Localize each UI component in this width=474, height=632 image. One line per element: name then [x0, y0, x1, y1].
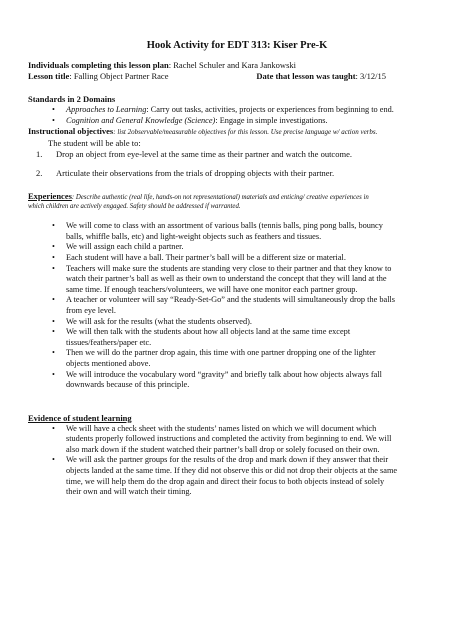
standards-list	[28, 105, 446, 126]
experience-item-line: • Teachers will make sure the students are standing very close to their partner and that they know to	[66, 263, 392, 273]
experience-item-line: balls, whiffle balls, etc) and light-weight objects such as feathers and tissues.	[66, 231, 322, 241]
objective-item	[28, 149, 446, 160]
experience-item	[28, 370, 446, 391]
evidence-item-line: objects landed at the same time. If they did not observe this or did not drop their objects at the same	[66, 466, 398, 476]
experience-item	[28, 221, 446, 242]
experience-item-line: objects mentioned above.	[66, 358, 151, 368]
lesson-title-line	[28, 71, 446, 82]
individuals-line	[28, 60, 446, 71]
experiences-note: : Describe authentic (real life, hands-on not representational) materials and enticing/ creative experiences in	[71, 194, 369, 202]
experience-item-line: • Then we will do the partner drop again, this time with one partner dropping one of the lighter	[66, 348, 376, 358]
evidence-heading: Evidence of student learning	[28, 412, 132, 423]
experience-item-line: • A teacher or volunteer will say “Ready-Set-Go” and the students will simultaneously drop the balls	[66, 295, 396, 305]
experience-item	[28, 253, 446, 264]
experiences-note-2: which children are actively engaged. Safety should be addressed if warranted.	[28, 203, 241, 211]
evidence-item-line: also mark down if the student watched their partner’s ball drop or solely focused on their own.	[66, 444, 380, 454]
standard-label: Approaches to Learning	[66, 105, 147, 114]
experiences-heading: Experiences	[28, 191, 72, 202]
objective-number: 2.	[36, 168, 43, 179]
objective-number: 1.	[36, 149, 43, 160]
experience-item-line: downwards because of this principle.	[66, 380, 190, 390]
experience-item-line: tissues/feathers/paper etc.	[66, 337, 152, 347]
experience-item	[28, 327, 446, 348]
objectives-note: : list 2observable/measurable objectives for this lesson. Use precise language w/ action verbs.	[113, 128, 378, 137]
experience-item-line: watch their partner’s ball as well as their own to understand the concept that they will land at the	[66, 274, 387, 284]
experience-item	[28, 317, 446, 328]
objectives-lead: The student will be able to:	[48, 138, 141, 149]
evidence-item-line: their own and will watch their timing.	[66, 487, 192, 497]
experience-item	[28, 242, 446, 253]
objectives-section	[28, 126, 446, 179]
objectives-heading-line	[28, 126, 446, 138]
experience-item-line: same time. If enough teachers/volunteers, we will have one monitor each partner group.	[66, 284, 358, 294]
experience-item-line: • We will introduce the vocabulary word “gravity” and briefly talk about how objects always fall	[66, 369, 382, 379]
experiences-section	[28, 191, 446, 391]
experience-item	[28, 348, 446, 369]
date-value: : 3/12/15	[355, 71, 386, 81]
experience-item-line: • Each student will have a ball. Their partner’s ball will be a different size or material.	[66, 252, 346, 262]
standards-section	[28, 94, 446, 126]
evidence-section	[28, 413, 446, 498]
experience-item	[28, 264, 446, 296]
experience-item-line: • We will assign each child a partner.	[66, 242, 184, 252]
date-label: Date that lesson was taught	[256, 71, 356, 81]
evidence-item-line: students properly followed instructions and completed the activity from beginning to end. We will	[66, 434, 392, 444]
standard-text: : Carry out tasks, activities, projects or experiences from beginning to end.	[146, 105, 394, 114]
experience-item-line: • We will ask for the results (what the students observed).	[66, 316, 252, 326]
evidence-list	[28, 424, 446, 498]
lesson-title-value: : Falling Object Partner Race	[69, 71, 169, 81]
objective-text: Drop an object from eye-level at the same time as their partner and watch the outcome.	[56, 149, 352, 160]
evidence-item-line: • We will have a check sheet with the students’ names listed on which we will document which	[66, 423, 377, 433]
standard-label: Cognition and General Knowledge (Science)	[66, 115, 216, 125]
objective-text: Articulate their observations from the trials of dropping objects with their partner.	[56, 168, 335, 179]
lesson-title-label: Lesson title	[28, 71, 70, 81]
objectives-heading: Instructional objectives	[28, 126, 114, 137]
experience-item-line: from eye level.	[66, 305, 116, 315]
experiences-list	[28, 221, 446, 391]
evidence-item	[28, 424, 446, 456]
individuals-value: : Rachel Schuler and Kara Jankowski	[168, 60, 296, 70]
experience-item-line: • We will come to class with an assortment of various balls (tennis balls, ping pong balls, bouncy	[66, 221, 383, 231]
document-title: Hook Activity for EDT 313: Kiser Pre-K	[146, 40, 328, 51]
experience-item	[28, 295, 446, 316]
standards-heading: Standards in 2 Domains	[28, 94, 116, 104]
standard-item	[28, 105, 446, 116]
evidence-item	[28, 455, 446, 497]
standard-item	[28, 116, 446, 127]
standard-text: : Engage in simple investigations.	[215, 115, 328, 125]
individuals-label: Individuals completing this lesson plan	[28, 60, 169, 70]
evidence-item-line: • We will ask the partner groups for the results of the drop and mark down if they answer that their	[66, 455, 389, 465]
evidence-item-line: time, we will help them do the drop again and direct their focus to both objects instead of solely	[66, 476, 385, 486]
objective-item	[28, 168, 446, 179]
experiences-heading-line	[28, 191, 446, 202]
experience-item-line: • We will then talk with the students about how all objects land at the same time except	[66, 327, 351, 337]
